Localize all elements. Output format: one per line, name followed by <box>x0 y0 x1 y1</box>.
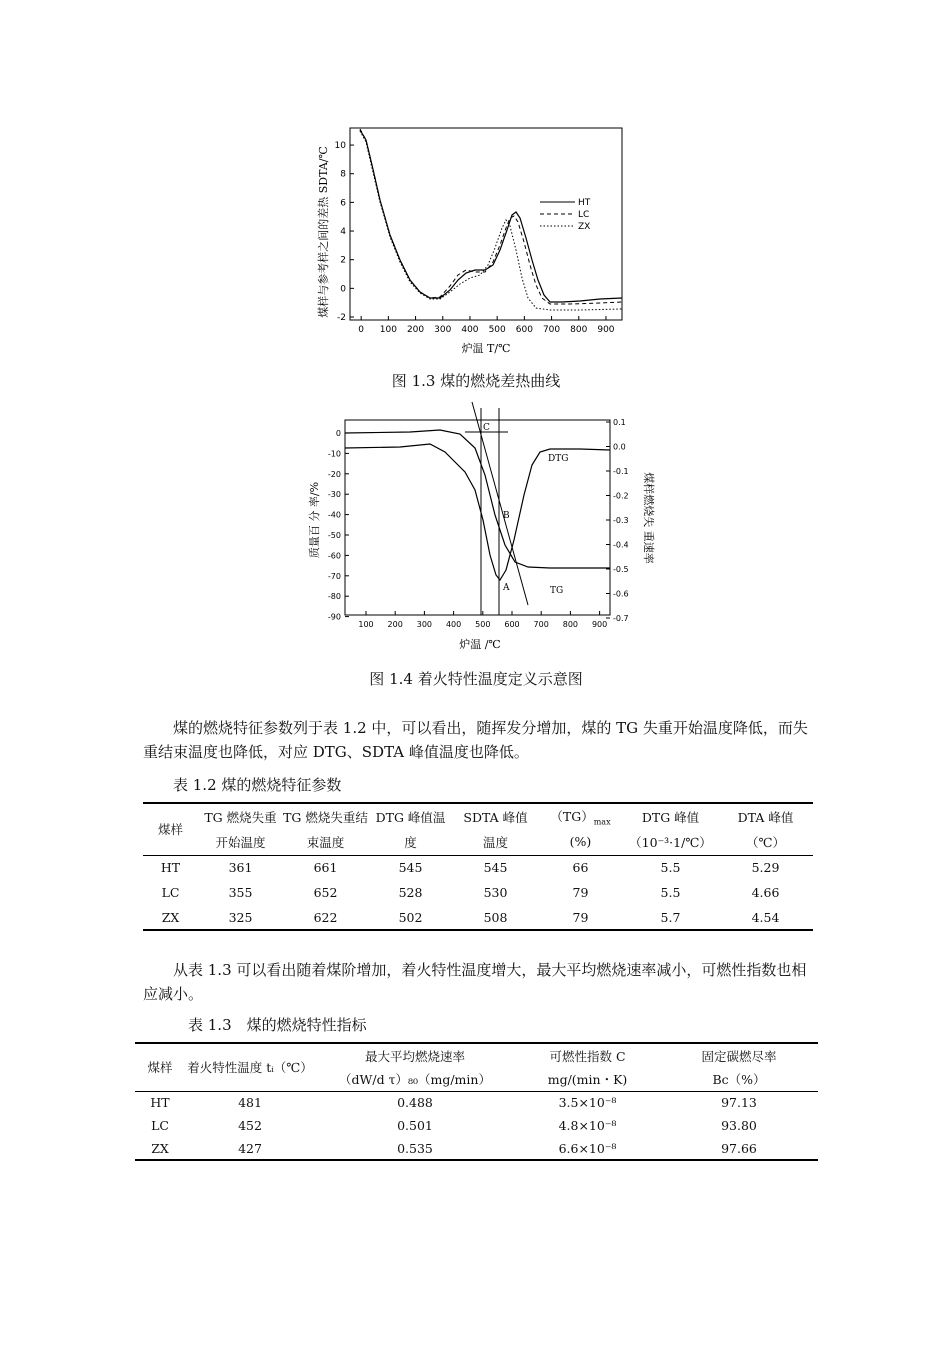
t12-h2-2: 度 <box>404 834 417 850</box>
legend-HT: HT <box>578 198 591 208</box>
fig14-ytick-label: -50 <box>327 531 341 540</box>
fig14-xtick-label: 500 <box>475 620 491 629</box>
fig14-ylabel: 质量百 分 率/% <box>308 481 321 559</box>
fig14-y2tick-label: -0.4 <box>613 540 629 550</box>
t13-h-ti: 着火特性温度 tᵢ（℃） <box>185 1043 315 1091</box>
table-cell: 0.488 <box>397 1095 433 1111</box>
figure-1-3-chart <box>300 120 650 360</box>
fig14-y2label: 煤样燃烧失 重速率 <box>642 472 655 564</box>
table-row <box>135 1137 818 1160</box>
fig14-ytick-label: -20 <box>327 469 341 479</box>
fig14-ytick-label: -10 <box>327 449 341 459</box>
t12-h2-4: (%) <box>569 834 592 850</box>
point-label-C: C <box>483 423 490 433</box>
fig13-xtick-label: 900 <box>597 325 615 335</box>
table-cell: 355 <box>228 885 253 900</box>
curve-label-TG: TG <box>550 586 564 596</box>
table-1-2 <box>143 802 813 931</box>
table-cell: 97.13 <box>721 1095 757 1111</box>
t12-h1-6: DTA 峰值 <box>737 809 794 825</box>
curve-label-DTG: DTG <box>548 454 569 464</box>
fig13-xlabel: 炉温 T/℃ <box>461 342 511 355</box>
table-cell: 530 <box>483 885 508 900</box>
fig13-xtick-label: 800 <box>570 325 588 335</box>
table-row <box>135 1091 818 1114</box>
fig14-ytick-label: -60 <box>327 551 341 561</box>
t12-h1-1: TG 燃烧失重结 <box>283 809 368 825</box>
fig14-y2tick-label: -0.1 <box>613 467 629 476</box>
fig13-legend <box>540 198 591 232</box>
t12-h1-2: DTG 峰值温 <box>375 809 446 825</box>
fig13-xtick-label: 700 <box>542 325 561 335</box>
table-cell: 5.7 <box>660 909 681 925</box>
fig14-y2tick-label: 0.0 <box>613 442 626 452</box>
t12-h1-5: DTG 峰值 <box>641 809 700 825</box>
t12-h2-5: （10⁻³·1/℃） <box>629 834 712 850</box>
t12-h1-4: $(TG)_{max}$ <box>550 808 611 827</box>
table-1-2-title: 表 1.2 煤的燃烧特征参数 <box>173 776 342 794</box>
fig13-ytick-label: 2 <box>340 255 346 266</box>
fig14-ytick-label: -80 <box>327 592 341 602</box>
t12-h2-0: 开始温度 <box>215 834 266 850</box>
fig13-ytick-label: -2 <box>337 313 346 323</box>
table-cell: LC <box>151 1118 169 1133</box>
table-cell: 661 <box>313 860 338 876</box>
table-cell: 97.66 <box>721 1140 757 1156</box>
t12-h1-0: TG 燃烧失重 <box>204 809 277 825</box>
t12-h2-3: 温度 <box>482 834 508 850</box>
table-cell: 5.29 <box>751 860 780 876</box>
fig14-ytick-label: -70 <box>327 571 341 581</box>
fig14-ytick-label: -40 <box>327 510 341 520</box>
table-cell: 4.66 <box>751 885 780 900</box>
table-row <box>143 905 813 930</box>
figure-1-4-caption: 图 1.4 着火特性温度定义示意图 <box>369 670 583 688</box>
fig13-xtick-label: 200 <box>406 325 425 335</box>
table-cell: 0.535 <box>397 1140 433 1156</box>
table-cell: 6.6×10⁻⁸ <box>558 1140 617 1156</box>
table-cell: 79 <box>572 885 589 900</box>
table-cell: ZX <box>151 1140 169 1156</box>
fig14-y2tick-label: -0.2 <box>613 491 629 501</box>
fig13-xtick-label: 0 <box>358 325 365 335</box>
fig13-xtick-label: 600 <box>515 325 533 335</box>
table-cell: 427 <box>238 1140 262 1156</box>
fig13-ytick-label: 4 <box>340 227 346 238</box>
fig14-xtick-label: 100 <box>358 620 374 629</box>
table-cell: 545 <box>398 860 423 876</box>
fig14-xtick-label: 800 <box>562 620 579 629</box>
figure-1-4-chart <box>300 400 660 660</box>
fig14-ytick-label: -90 <box>327 612 341 622</box>
legend-ZX: ZX <box>578 222 591 232</box>
point-label-A: A <box>503 583 510 593</box>
table-cell: 79 <box>572 909 589 925</box>
t12-h-sample: 煤样 <box>143 803 198 855</box>
fig14-xtick-label: 700 <box>533 620 549 629</box>
fig14-xtick-label: 900 <box>591 620 608 629</box>
fig13-xtick-label: 500 <box>488 325 506 335</box>
fig14-xtick-label: 600 <box>504 620 520 629</box>
fig14-xtick-label: 400 <box>445 620 462 629</box>
figure-1-3-caption: 图 1.3 煤的燃烧差热曲线 <box>391 372 561 390</box>
t12-h2-1: 束温度 <box>306 834 345 850</box>
t13-h-bc2: Bc（%） <box>712 1071 766 1087</box>
table-cell: 5.5 <box>660 860 681 876</box>
t12-h2-6: （℃） <box>746 834 785 850</box>
table-cell: 4.54 <box>751 909 780 925</box>
t13-h-bc1: 固定碳燃尽率 <box>701 1048 777 1064</box>
table-cell: 5.5 <box>660 885 681 900</box>
t13-h-c1: 可燃性指数 C <box>549 1048 626 1064</box>
table-cell: HT <box>160 860 181 876</box>
table-cell: 528 <box>398 885 423 900</box>
table-cell: LC <box>161 885 180 900</box>
fig13-ytick-label: 10 <box>334 141 346 152</box>
fig14-ytick-label: 0 <box>335 429 341 438</box>
series-ZX-line <box>360 131 622 310</box>
t13-h-rate2: （dW/d τ）₈₀（mg/min） <box>339 1071 491 1087</box>
table-row <box>143 880 813 905</box>
table-row <box>143 855 813 880</box>
fig13-xtick-label: 100 <box>379 325 397 335</box>
fig13-ytick-label: 0 <box>340 284 346 295</box>
legend-LC: LC <box>578 210 590 220</box>
table-1-3-title: 表 1.3 煤的燃烧特性指标 <box>188 1016 367 1034</box>
fig13-ytick-label: 8 <box>340 169 346 180</box>
t12-h1-3: SDTA 峰值 <box>463 809 528 825</box>
fig14-y2tick-label: -0.7 <box>613 614 629 623</box>
t13-h-sample: 煤样 <box>135 1043 185 1091</box>
t13-h-rate1: 最大平均燃烧速率 <box>364 1048 465 1064</box>
table-row <box>135 1114 818 1137</box>
point-label-B: B <box>503 511 510 521</box>
table-cell: 622 <box>313 909 338 925</box>
fig14-y2tick-label: -0.3 <box>613 516 629 525</box>
fig14-xlabel: 炉温 /℃ <box>459 638 501 651</box>
table-1-3 <box>135 1042 818 1161</box>
table-cell: 545 <box>483 860 508 876</box>
fig13-xtick-label: 400 <box>461 325 479 335</box>
fig14-xtick-label: 300 <box>416 620 433 629</box>
paragraph-2: 从表 1.3 可以看出随着煤阶增加，着火特性温度增大，最大平均燃烧速率减小，可燃性指数也相应减小。 <box>143 961 807 1003</box>
fig14-ytick-label: -30 <box>327 490 341 500</box>
fig14-y2tick-label: 0.1 <box>613 418 626 427</box>
table-cell: 452 <box>238 1118 262 1133</box>
t13-h-c2: mg/(min・K) <box>547 1071 628 1087</box>
paragraph-1: 煤的燃烧特征参数列于表 1.2 中，可以看出，随挥发分增加，煤的 TG 失重开始温度降低，而失重结束温度也降低，对应 DTG、SDTA 峰值温度也降低。 <box>143 719 808 761</box>
table-cell: 4.8×10⁻⁸ <box>558 1118 617 1133</box>
table-cell: 361 <box>228 860 253 876</box>
table-cell: 481 <box>238 1095 262 1111</box>
fig13-xtick-label: 300 <box>434 325 452 335</box>
table-cell: 508 <box>483 909 508 925</box>
table-cell: HT <box>150 1095 170 1111</box>
table-cell: 3.5×10⁻⁸ <box>558 1095 617 1111</box>
fig13-ytick-label: 6 <box>340 198 346 209</box>
fig14-y2tick-label: -0.5 <box>613 565 629 574</box>
fig13-ylabel: 煤样与参考样之间的差热 SDTA/℃ <box>317 146 330 318</box>
table-cell: 502 <box>398 909 423 925</box>
table-cell: 652 <box>313 885 338 900</box>
dtg-curve <box>345 444 610 580</box>
fig14-y2tick-label: -0.6 <box>613 589 629 599</box>
table-cell: 66 <box>572 860 589 876</box>
table-cell: 325 <box>228 909 253 925</box>
table-cell: ZX <box>161 909 180 925</box>
fig14-xtick-label: 200 <box>387 620 403 629</box>
table-cell: 93.80 <box>721 1118 757 1133</box>
table-cell: 0.501 <box>397 1118 433 1133</box>
